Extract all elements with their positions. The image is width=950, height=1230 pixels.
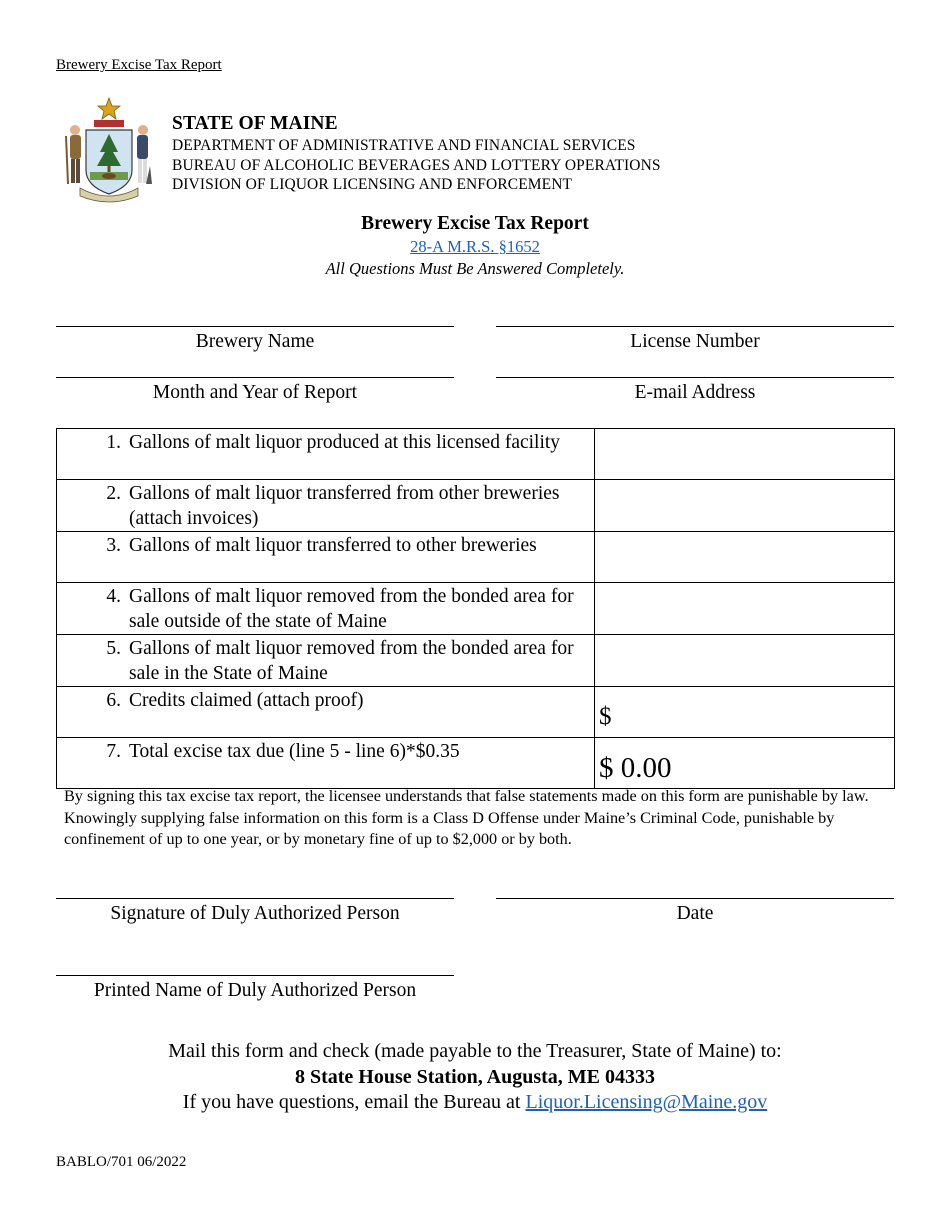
credits-claimed-value: $ [599, 703, 612, 730]
table-row [57, 687, 895, 738]
line-items-table [56, 428, 895, 789]
line-description: Gallons of malt liquor produced at this licensed facility [129, 432, 561, 453]
seal-graphic [60, 96, 158, 206]
mailing-instructions [0, 1039, 950, 1116]
month-year-field[interactable] [56, 377, 454, 404]
form-instruction: All Questions Must Be Answered Completely. [325, 259, 625, 278]
form-title-block [0, 212, 950, 280]
signature-label: Signature of Duly Authorized Person [110, 903, 400, 924]
line-3-value-input[interactable] [595, 532, 895, 583]
form-id: BABLO/701 06/2022 [56, 1154, 187, 1170]
line-4-value-input[interactable] [595, 583, 895, 635]
questions-line [0, 1090, 950, 1116]
total-tax-due-output [595, 738, 895, 789]
legal-disclaimer: By signing this tax excise tax report, the licensee understands that false statements made on this form are punishable by law. Knowingly supplying false information on this form is a Class D Offense under Maine’s Criminal Code, punishable by confinement of up to one year, or by monetary fine of up to $2,000 or by both. [64, 787, 869, 848]
email-address-label: E-mail Address [634, 382, 756, 403]
statute-link[interactable]: 28-A M.R.S. §1652 [410, 237, 540, 256]
line-number: 3. [106, 535, 121, 556]
brewery-name-field[interactable] [56, 326, 454, 353]
line-number: 5. [106, 638, 121, 659]
printed-name-label: Printed Name of Duly Authorized Person [93, 980, 417, 1001]
line-2-value-input[interactable] [595, 480, 895, 532]
agency-block [172, 112, 661, 195]
line-description: Gallons of malt liquor removed from the bonded area for sale in the State of Maine [129, 638, 574, 684]
table-row [57, 583, 895, 635]
table-row [57, 635, 895, 687]
printed-name-field[interactable] [56, 975, 454, 1002]
signature-field[interactable] [56, 898, 454, 925]
table-row [57, 532, 895, 583]
line-number: 1. [106, 432, 121, 453]
table-row [57, 429, 895, 480]
total-tax-due-value: $ 0.00 [599, 752, 672, 784]
date-label: Date [676, 903, 714, 924]
line-description: Gallons of malt liquor transferred to other breweries [129, 535, 537, 556]
bureau-email-link[interactable]: Liquor.Licensing@Maine.gov [525, 1091, 768, 1113]
department-name: DEPARTMENT OF ADMINISTRATIVE AND FINANCIAL SERVICES [172, 137, 636, 154]
license-number-field[interactable] [496, 326, 894, 353]
state-of-maine-seal-icon [60, 96, 158, 206]
form-title: Brewery Excise Tax Report [361, 213, 589, 234]
license-number-label: License Number [630, 331, 760, 352]
brewery-name-label: Brewery Name [195, 331, 315, 352]
line-1-value-input[interactable] [595, 429, 895, 480]
document-header-title: Brewery Excise Tax Report [56, 57, 222, 73]
mailing-line: Mail this form and check (made payable to the Treasurer, State of Maine) to: [168, 1040, 782, 1062]
line-description: Gallons of malt liquor transferred from other breweries (attach invoices) [129, 483, 560, 529]
table-row [57, 480, 895, 532]
mailing-address: 8 State House Station, Augusta, ME 04333 [294, 1065, 656, 1088]
line-description: Credits claimed (attach proof) [129, 690, 364, 711]
line-5-value-input[interactable] [595, 635, 895, 687]
email-address-field[interactable] [496, 377, 894, 404]
month-year-label: Month and Year of Report [152, 382, 358, 403]
credits-claimed-input[interactable] [595, 687, 895, 738]
table-row [57, 738, 895, 789]
line-number: 6. [106, 690, 121, 711]
line-number: 2. [106, 483, 121, 504]
line-description: Total excise tax due (line 5 - line 6)*$0.35 [129, 741, 460, 762]
division-name: DIVISION OF LIQUOR LICENSING AND ENFORCEMENT [172, 176, 573, 193]
bureau-name: BUREAU OF ALCOHOLIC BEVERAGES AND LOTTERY OPERATIONS [172, 156, 661, 174]
date-field[interactable] [496, 898, 894, 925]
line-description: Gallons of malt liquor removed from the bonded area for sale outside of the state of Maine [129, 586, 574, 632]
line-number: 4. [106, 586, 121, 607]
state-name: STATE OF MAINE [172, 113, 338, 134]
questions-prefix: If you have questions, email the Bureau at [182, 1091, 521, 1113]
line-number: 7. [106, 741, 121, 762]
